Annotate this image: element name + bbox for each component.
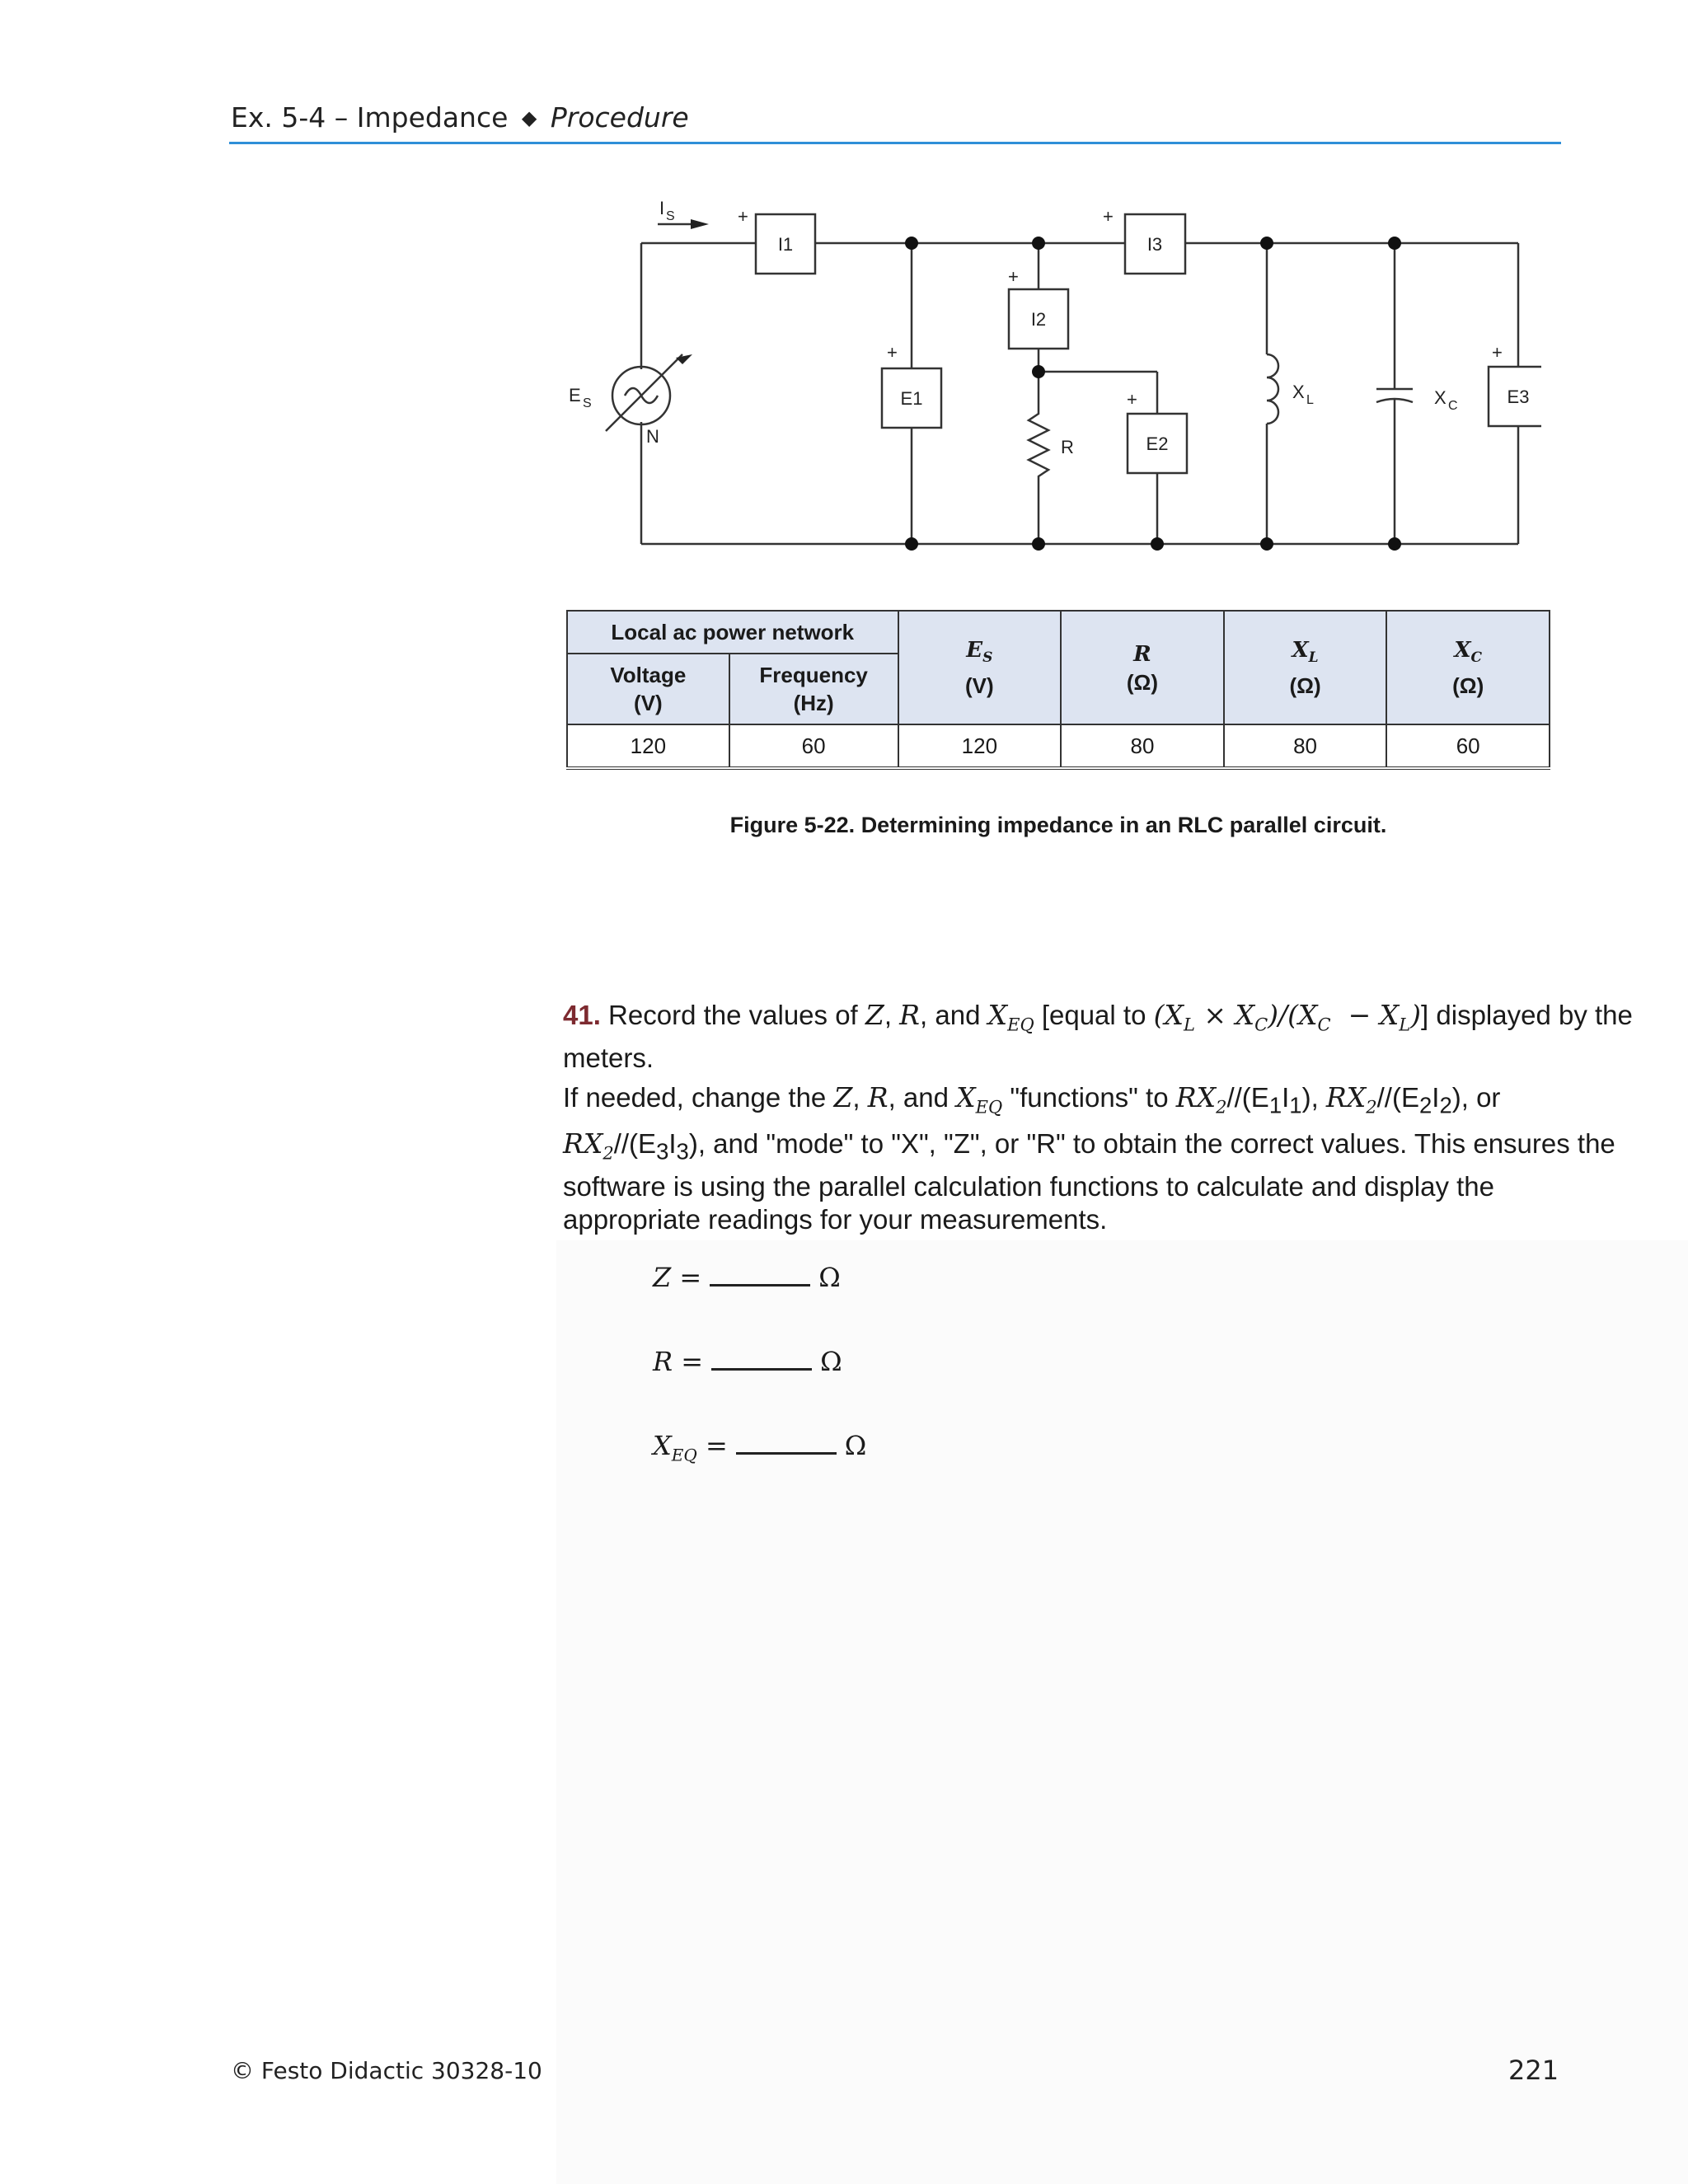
plus-e2: + — [1127, 389, 1137, 410]
step-number: 41. — [563, 1000, 601, 1030]
page-number: 221 — [1508, 2055, 1559, 2086]
page-header — [229, 97, 1561, 144]
xc-header: $X_C$ (Ω) — [1386, 611, 1550, 724]
meter-e2-label: E2 — [1146, 434, 1169, 454]
z-answer-line: Z = Ω — [653, 1259, 841, 1293]
plus-e1: + — [887, 342, 898, 363]
table-cell: 60 — [1386, 724, 1550, 768]
plus-e3: + — [1492, 342, 1503, 363]
meter-e1-label: E1 — [900, 388, 923, 409]
header-subsection: Procedure — [550, 101, 689, 134]
header-diamond-icon: ◆ — [521, 106, 537, 129]
xl-header: $X_L$ (Ω) — [1224, 611, 1387, 724]
header-section: Ex. 5-4 – Impedance — [231, 101, 509, 134]
meter-i2-label: I2 — [1030, 309, 1047, 330]
source-label-sub: S — [583, 396, 592, 410]
instruction-paragraph: If needed, change the Z, R, and $X_{EQ}$ "functions" to $RX_2//(E_1I_1)$, $RX_2//(E_2I_2)$, or — [563, 1081, 1501, 1118]
local-network-header: Local ac power network — [567, 611, 898, 654]
capacitor-label-main: X — [1434, 387, 1447, 408]
xeq-answer-line: $X_{EQ} = \Omega$ — [653, 1427, 866, 1465]
meter-e3-label: E3 — [1507, 387, 1530, 407]
r-answer-line: R = Ω — [653, 1343, 842, 1377]
r-header: R (Ω) — [1061, 611, 1224, 724]
rlc-circuit-diagram — [552, 190, 1541, 560]
meter-i3-label: I3 — [1146, 234, 1163, 255]
source-arrow-icon — [676, 354, 692, 364]
header-title — [231, 101, 689, 134]
table-row — [567, 724, 1550, 768]
plus-i1: + — [738, 206, 748, 227]
z-answer-blank[interactable] — [710, 1259, 810, 1286]
instruction-paragraph-continued: $RX_2//(E_3I_3)$, and "mode" to "X", "Z", or "R" to obtain the correct values. This ensures the software is using the parallel calculation functions to calculate and display the appropriate readings for your measurements. — [563, 1127, 1615, 1235]
current-label-sub: S — [666, 209, 675, 223]
es-header: $E_S$ (V) — [898, 611, 1062, 724]
current-label-main: I — [659, 198, 665, 218]
answer-area-background — [556, 1240, 1688, 2184]
figure-caption: Figure 5-22. Determining impedance in an RLC parallel circuit. — [729, 813, 1387, 837]
table-cell: 120 — [567, 724, 729, 768]
footer-copyright: © Festo Didactic 30328-10 — [231, 2057, 542, 2084]
table-cell: 60 — [729, 724, 898, 768]
resistor-label: R — [1061, 437, 1074, 457]
table-cell: 80 — [1061, 724, 1224, 768]
source-label-main: E — [569, 385, 581, 405]
voltage-header: Voltage (V) — [567, 654, 729, 724]
frequency-header: Frequency (Hz) — [729, 654, 898, 724]
step-41-instruction: 41. Record the values of Z, R, and $X_{EQ}$ [equal to $(X_L \times X_C)/(X_C - X_L)$] displayed by the meters. — [563, 999, 1633, 1073]
neutral-label: N — [646, 426, 659, 447]
plus-i2: + — [1008, 266, 1019, 287]
meter-i1-label: I1 — [777, 234, 794, 255]
capacitor-label-sub: C — [1448, 399, 1458, 413]
table-cell: 120 — [898, 724, 1062, 768]
xeq-answer-blank[interactable] — [736, 1427, 837, 1455]
table-cell: 80 — [1224, 724, 1387, 768]
current-arrow-icon — [691, 219, 709, 229]
inductor-label-sub: L — [1306, 393, 1314, 407]
inductor-label-main: X — [1292, 382, 1305, 402]
plus-i3: + — [1103, 206, 1114, 227]
circuit-parameters-table — [566, 610, 1550, 770]
r-answer-blank[interactable] — [711, 1343, 812, 1371]
